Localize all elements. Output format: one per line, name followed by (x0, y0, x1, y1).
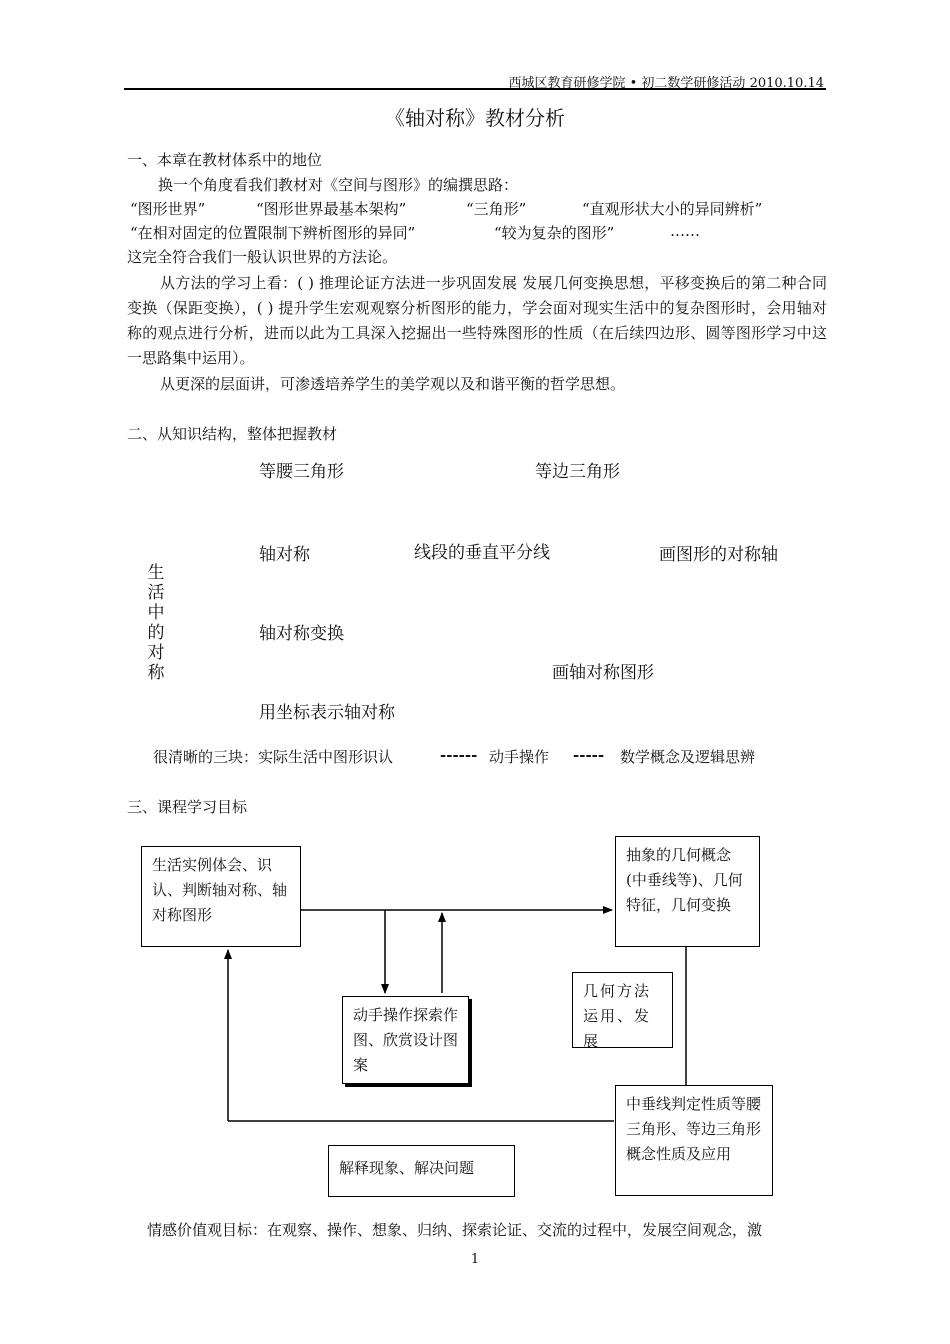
node-axial-symmetry: 轴对称 (259, 545, 310, 565)
section1-intro: 换一个角度看我们教材对《空间与图形》的编撰思路： (158, 176, 519, 194)
node-equilateral-triangle: 等边三角形 (535, 462, 620, 482)
node-coordinate-symmetry: 用坐标表示轴对称 (259, 703, 395, 723)
method-paragraph: 从方法的学习上看：( ) 推理论证方法进一步巩固发展 发展几何变换思想，平移变换后的第二种合同变换（保距变换），( ) 提升学生宏观观察分析图形的能力，学会面对现实生活中的复杂图形时，会用轴对称的观点进行分析，进而以此为工具深入挖掘出一些特殊图形的性质（在后续四边形、圆等图形学习中这一思路集中运用）。 (127, 274, 827, 367)
box-life-examples: 生活实例体会、识认、判断轴对称、轴对称图形 (141, 846, 301, 947)
node-perpendicular-bisector: 线段的垂直平分线 (414, 543, 550, 563)
sequence-item: “三角形” (466, 200, 527, 218)
summary-part: 数学概念及逻辑思辨 (620, 748, 756, 766)
box-abstract-concepts: 抽象的几何概念(中垂线等)、几何特征，几何变换 (615, 836, 760, 947)
node-draw-symmetry-axis: 画图形的对称轴 (659, 545, 778, 565)
section3-heading: 三、课程学习目标 (127, 798, 248, 816)
page-header: 西城区教育研修学院 • 初二数学研修活动 2010.10.14 (508, 76, 824, 91)
box-properties: 中垂线判定性质等腰三角形、等边三角形概念性质及应用 (615, 1085, 773, 1196)
box-geometric-method: 几何方法运用、发展 (572, 972, 673, 1048)
sequence-item: “较为复杂的图形” (494, 224, 615, 242)
sequence-ellipsis: …… (670, 222, 700, 240)
affective-goal: 情感价值观目标：在观察、操作、想象、归纳、探索论证、交流的过程中，发展空间观念，激 (147, 1221, 763, 1239)
sequence-item: “图形世界最基本架构” (256, 200, 407, 218)
box-hands-on: 动手操作探索作图、欣赏设计图案 (342, 996, 469, 1084)
section1-heading: 一、本章在教材体系中的地位 (127, 151, 323, 169)
section1-conclusion: 这完全符合我们一般认识世界的方法论。 (127, 248, 398, 266)
box-explain: 解释现象、解决问题 (328, 1145, 515, 1197)
summary-dash: ------ (440, 746, 478, 764)
summary-dash: ----- (573, 746, 605, 764)
section2-heading: 二、从知识结构，整体把握教材 (127, 425, 338, 443)
sequence-item: “图形世界” (130, 200, 206, 218)
deep-paragraph: 从更深的层面讲，可渗透培养学生的美学观以及和谐平衡的哲学思想。 (160, 375, 626, 393)
node-isosceles-triangle: 等腰三角形 (259, 462, 344, 482)
summary-part: 很清晰的三块：实际生活中图形识认 (153, 748, 394, 766)
document-title: 《轴对称》教材分析 (385, 106, 565, 130)
node-draw-symmetric-figure: 画轴对称图形 (552, 663, 654, 683)
sequence-item: “在相对固定的位置限制下辨析图形的异同” (130, 224, 416, 242)
summary-part: 动手操作 (489, 748, 550, 766)
node-symmetry-transform: 轴对称变换 (259, 624, 344, 644)
vertical-label-life-symmetry: 生活中的对称 (147, 563, 165, 683)
page-number: 1 (470, 1252, 480, 1267)
sequence-item: “直观形状大小的异同辨析” (582, 200, 763, 218)
